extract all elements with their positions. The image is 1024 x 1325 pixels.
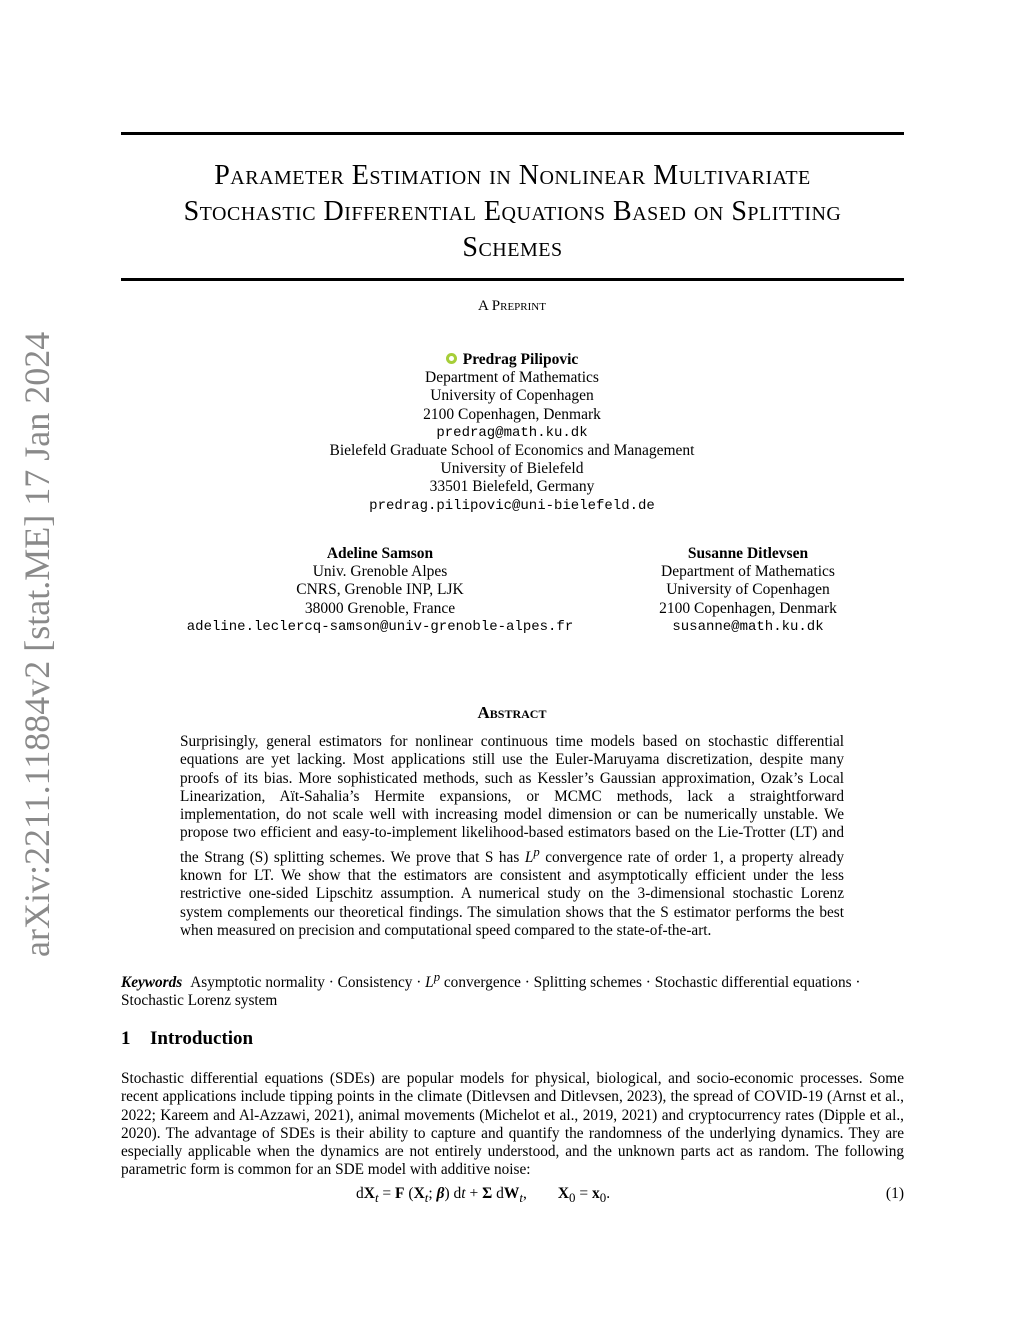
author-email[interactable]: susanne@math.ku.dk (672, 618, 824, 635)
affiliation-line: 38000 Grenoble, France (304, 599, 456, 617)
keywords (121, 968, 904, 1011)
arxiv-identifier: arXiv:2211.11884v2 [stat.ME] 17 Jan 2024 (17, 331, 57, 957)
author-email[interactable]: predrag@math.ku.dk (436, 424, 588, 441)
title-line: Schemes (462, 232, 563, 263)
affiliation-line: 33501 Bielefeld, Germany (429, 478, 595, 496)
abstract-part: Surprisingly, general estimators for nonlinear continuous time models based on stochastic differential equations are yet lacking. Most applications still use the Euler-Maruyama discretization, despite many proofs of its bias. More sophisticated methods, such as Kessler’s Gaussian approximation, Ozak’s Local Linearization, Aït-Sahalia’s Hermite expansions, or MCMC methods, lack a straightforward implementation, do not scale well with increasing model dimension or can be numerically unstable. We propose two efficient and easy-to-implement likelihood-based estimators based on the Lie-Trotter (LT) and the Strang (S) splitting schemes. We prove that S has (180, 733, 844, 866)
lp-symbol (524, 844, 540, 866)
orcid-icon[interactable] (446, 353, 457, 364)
equation-body: $dX_t = F$ ($X_t$; β) dt + Σ $dW_t$, $X_0 = x_0$. (356, 1185, 611, 1206)
title-rule-top (121, 132, 904, 135)
affiliation-line: Department of Mathematics (661, 563, 835, 581)
author-block-pilipovic (0, 351, 1024, 515)
affiliation-line: Bielefeld Graduate School of Economics and Management (329, 442, 695, 460)
affiliation-line: University of Copenhagen (430, 387, 594, 405)
lp-base: L (524, 848, 534, 866)
equation-number: (1) (885, 1185, 904, 1202)
keywords-part: Asymptotic normality · Consistency · (190, 974, 422, 992)
lp-symbol (425, 970, 441, 992)
introduction-paragraph: Stochastic differential equations (SDEs) are popular models for physical, biological, and socio-economic processes. Some recent applications include tipping points in the climate (Ditlevsen and Ditlevsen, 2023), the spread of COVID-19 (Arnst et al., 2022; Kareem and Al-Azzawi, 2021), animal movements (Michelot et al., 2019, 2021) and cryptocurrency rates (Dipple et al., 2020). The advantage of SDEs is their ability to capture and quantify the randomness of the underlying dynamics. They are especially applicable when the dynamics are not entirely understood, and the unknown parts act as random. The following parametric form is common for an SDE model with additive noise: (121, 1070, 904, 1179)
lp-exponent: p (533, 844, 540, 859)
affiliation-line: 2100 Copenhagen, Denmark (423, 405, 601, 423)
author-email[interactable]: adeline.leclercq-samson@univ-grenoble-alpes.fr (186, 618, 574, 635)
author-block-ditlevsen (628, 545, 868, 636)
affiliation-line: University of Copenhagen (666, 581, 830, 599)
author-name: Adeline Samson (326, 545, 434, 562)
lp-base: L (425, 974, 434, 992)
keywords-part: convergence · Splitting schemes · Stochastic differential equations · Stochastic Lorenz system (121, 974, 861, 1010)
section-title: Introduction (150, 1028, 254, 1049)
author-name-text: Predrag Pilipovic (462, 351, 579, 368)
affiliation-line: University of Bielefeld (440, 460, 584, 478)
author-block-samson (160, 545, 600, 636)
lp-exponent: p (433, 970, 441, 984)
affiliation-line: Univ. Grenoble Alpes (312, 563, 448, 581)
title-line: Parameter Estimation in Nonlinear Multivariate (214, 160, 811, 191)
affiliation-line: 2100 Copenhagen, Denmark (659, 599, 837, 617)
author-name: Susanne Ditlevsen (687, 545, 809, 562)
affiliation-line: CNRS, Grenoble INP, LJK (296, 581, 464, 599)
title-line: Stochastic Differential Equations Based on Splitting (183, 196, 842, 227)
abstract-heading: Abstract (477, 703, 547, 722)
affiliation-line: Department of Mathematics (425, 369, 599, 387)
preprint-label: A Preprint (478, 298, 546, 314)
author-email[interactable]: predrag.pilipovic@uni-bielefeld.de (369, 497, 655, 514)
title-rule-bottom (121, 278, 904, 281)
keywords-label: Keywords (121, 974, 183, 992)
abstract-part: convergence rate of order 1, a property already known for LT. We show that the estimators are consistent and asymptotically efficient under the less restrictive one-sided Lipschitz assumption. A numerical study on the 3-dimensional stochastic Lorenz system complements our theoretical findings. The simulation shows that the S estimator performs the best when measured on precision and computational speed compared to the state-of-the-art. (180, 848, 844, 940)
section-heading-introduction (121, 1028, 253, 1050)
section-number: 1 (121, 1028, 131, 1049)
paper-title (110, 158, 915, 266)
author-name (0, 351, 1024, 369)
abstract-text (180, 733, 844, 940)
